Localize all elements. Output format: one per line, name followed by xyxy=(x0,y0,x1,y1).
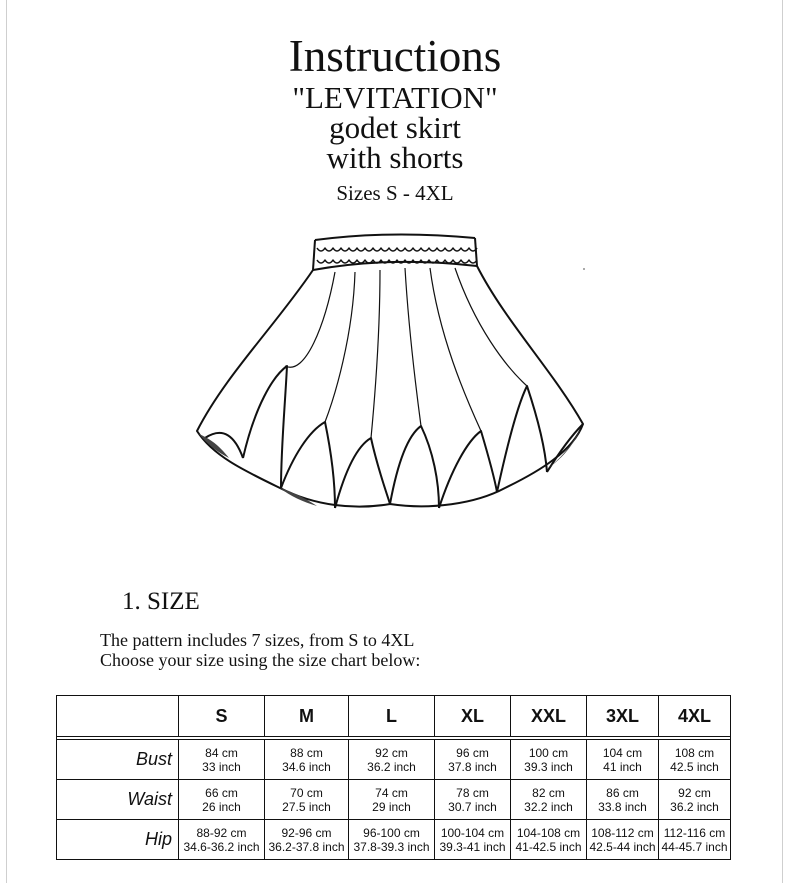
table-cell: 100-104 cm 39.3-41 inch xyxy=(435,820,511,860)
table-cell: 108-112 cm 42.5-44 inch xyxy=(587,820,659,860)
row-label-waist: Waist xyxy=(57,780,179,820)
header-size-4xl: 4XL xyxy=(659,696,731,737)
table-cell: 74 cm 29 inch xyxy=(349,780,435,820)
table-cell: 112-116 cm 44-45.7 inch xyxy=(659,820,731,860)
table-header-row xyxy=(57,696,731,737)
table-cell: 86 cm 33.8 inch xyxy=(587,780,659,820)
subtitle-line-2: with shorts xyxy=(326,140,464,175)
table-cell: 108 cm 42.5 inch xyxy=(659,740,731,780)
waistband-ruffle xyxy=(317,248,477,251)
table-cell: 84 cm 33 inch xyxy=(179,740,265,780)
pattern-name: "LEVITATION" xyxy=(292,80,498,115)
title-block xyxy=(0,30,790,207)
table-cell: 78 cm 30.7 inch xyxy=(435,780,511,820)
size-chart-table xyxy=(56,695,731,860)
header-size-l: L xyxy=(349,696,435,737)
table-cell: 104 cm 41 inch xyxy=(587,740,659,780)
table-cell: 92 cm 36.2 inch xyxy=(659,780,731,820)
header-size-s: S xyxy=(179,696,265,737)
table-cell: 82 cm 32.2 inch xyxy=(511,780,587,820)
table-cell: 70 cm 27.5 inch xyxy=(265,780,349,820)
row-label-bust: Bust xyxy=(57,740,179,780)
table-cell: 88-92 cm 34.6-36.2 inch xyxy=(179,820,265,860)
section-intro xyxy=(100,630,420,670)
intro-line-1: The pattern includes 7 sizes, from S to 4XL xyxy=(100,630,415,650)
intro-line-2: Choose your size using the size chart below: xyxy=(100,650,421,670)
size-range: Sizes S - 4XL xyxy=(336,181,454,205)
table-cell: 104-108 cm 41-42.5 inch xyxy=(511,820,587,860)
table-row-hip xyxy=(57,820,731,860)
skirt-illustration-icon xyxy=(185,226,595,516)
page-title: Instructions xyxy=(288,31,502,81)
table-cell: 92 cm 36.2 inch xyxy=(349,740,435,780)
table-cell: 100 cm 39.3 inch xyxy=(511,740,587,780)
table-row-waist xyxy=(57,780,731,820)
waistband-top xyxy=(315,234,475,240)
skirt-outline xyxy=(197,266,583,507)
subtitle-line-1: godet skirt xyxy=(329,110,461,145)
row-label-hip: Hip xyxy=(57,820,179,860)
table-cell: 96 cm 37.8 inch xyxy=(435,740,511,780)
table-cell: 66 cm 26 inch xyxy=(179,780,265,820)
header-size-3xl: 3XL xyxy=(587,696,659,737)
header-size-m: M xyxy=(265,696,349,737)
table-cell: 96-100 cm 37.8-39.3 inch xyxy=(349,820,435,860)
header-size-xxl: XXL xyxy=(511,696,587,737)
table-cell: 88 cm 34.6 inch xyxy=(265,740,349,780)
table-cell: 92-96 cm 36.2-37.8 inch xyxy=(265,820,349,860)
section-heading: 1. SIZE xyxy=(122,588,200,615)
header-size-xl: XL xyxy=(435,696,511,737)
header-blank-cell xyxy=(57,696,179,737)
table-row-bust xyxy=(57,740,731,780)
